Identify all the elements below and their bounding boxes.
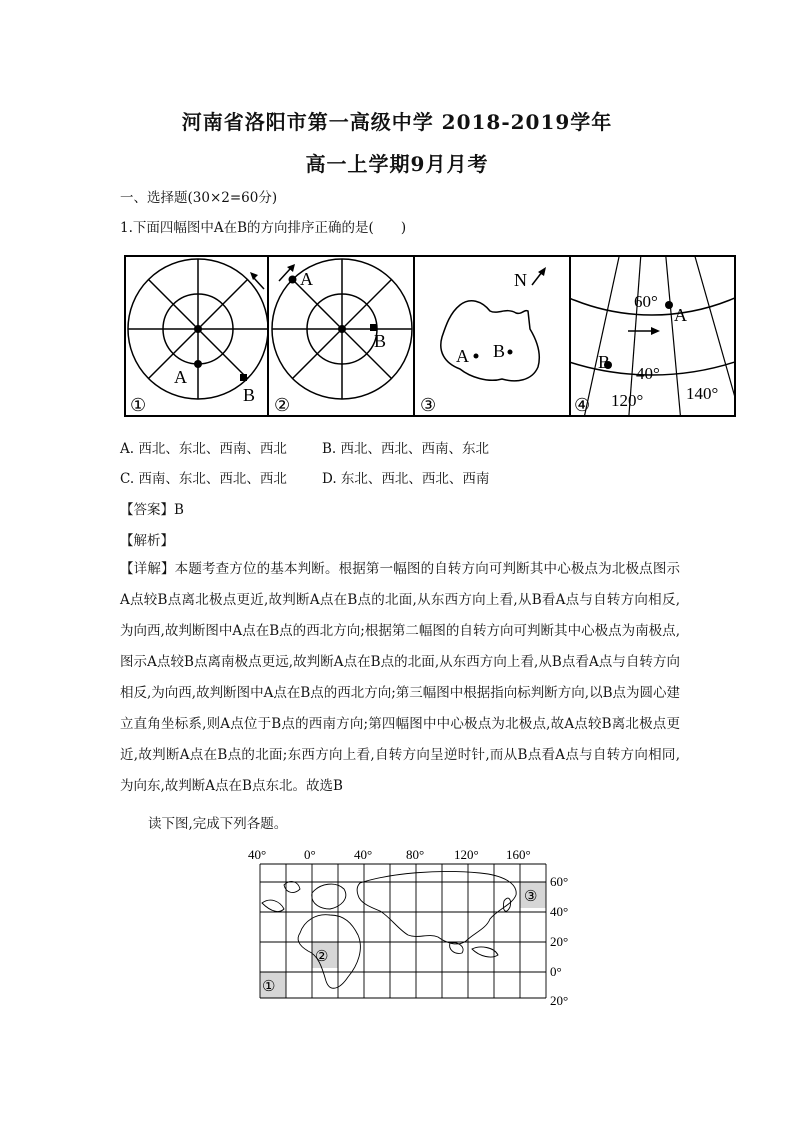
lon-120-label: 120° [611,391,644,410]
point-a [194,360,202,368]
lon-label-160: 160° [506,847,531,862]
option-a: A. 西北、东北、西南、西北 [120,441,287,457]
label-b: B [493,341,506,361]
panel-3 [420,267,546,415]
panel-number-4: ④ [574,395,591,415]
label-a: A [456,346,469,366]
document-title-line1: 河南省洛阳市第一高级中学 2018-2019学年 [181,110,613,134]
lon-label-0: 0° [304,847,316,862]
lat-40-label: 40° [636,364,660,383]
lon-label-80: 80° [406,847,425,862]
panel-number-1: ① [130,395,147,415]
coastlines [262,871,516,988]
panel-number-2: ② [274,395,291,415]
lon-label-40e: 40° [354,847,373,862]
label-a: A [174,367,187,387]
panel-2 [272,259,412,415]
north-label: N [514,270,527,290]
section-heading: 一、选择题(30×2=60分) [120,190,278,206]
lat-60-label: 60° [634,292,658,311]
point-a [474,354,479,359]
panel-1 [128,259,268,415]
detail-text: 本题考查方位的基本判断。根据第一幅图的自转方向可判断其中心极点为北极点图示A点较B点离北极点更近,故判断A点在B点的北面,从东西方向上看,从B看A点与自转方向相反,为向西,故判断图中A点在B点的西北方向;根据第二幅图的自转方向可判断其中心极点为南极点,图示A点较B点离南极点更远,故判断A点在B点的北面,从东西方向上看,从B点看A点与自转方向相反,为向西,故判断图中A点在B点的西北方向;第三幅图中根据指向标判断方向,以B点为圆心建立直角坐标系,则A点位于B点的西南方向;第四幅图中中心极点为北极点,故A点较B离北极点更近,故判断A点在B点的北面;东西方向上看,自转方向呈逆时针,而从B点看A点与自转方向相同,为向东,故判断A点在B点东北。故选B [120,561,681,794]
point-a [665,301,673,309]
point-b [508,350,513,355]
reading-prompt: 读下图,完成下列各题。 [148,816,288,832]
north-arrow-icon [532,267,546,285]
option-d: D. 东北、西北、西北、西南 [322,471,490,487]
lat-label-40: 40° [550,904,569,919]
label-a: A [300,269,313,289]
document-title-line2: 高一上学期9月月考 [305,152,489,176]
lat-label-20n: 20° [550,934,569,949]
panel-4 [382,255,736,417]
lon-label-40w: 40° [248,847,267,862]
map-box-3: ③ [524,889,538,905]
panel-number-3: ③ [420,395,437,415]
detail-explanation [120,554,680,802]
label-b: B [598,352,611,372]
map-box-2: ② [315,949,329,965]
label-a: A [674,305,687,325]
question-1-figure [124,255,736,417]
point-a [289,276,297,284]
question-1-stem: 1.下面四幅图中A在B的方向排序正确的是( ) [120,220,407,236]
point-b [370,324,377,331]
label-b: B [243,385,256,405]
analysis-heading: 【解析】 [120,533,174,549]
lat-label-20s: 20° [550,993,569,1008]
rotation-arrow-icon [250,272,264,289]
map-box-1: ① [262,979,276,995]
lon-label-120: 120° [454,847,479,862]
label-b: B [374,331,387,351]
answer: 【答案】B [120,502,184,518]
world-map-figure [240,843,580,1008]
point-b [240,374,247,381]
lon-140-label: 140° [686,384,719,403]
east-arrow-icon [628,327,660,335]
option-c: C. 西南、东北、西北、西北 [120,471,287,487]
lat-label-60: 60° [550,874,569,889]
lat-label-0: 0° [550,964,562,979]
option-b: B. 西北、西北、西南、东北 [322,441,490,457]
island-outline [441,301,539,381]
detail-label: 【详解】 [120,561,175,577]
